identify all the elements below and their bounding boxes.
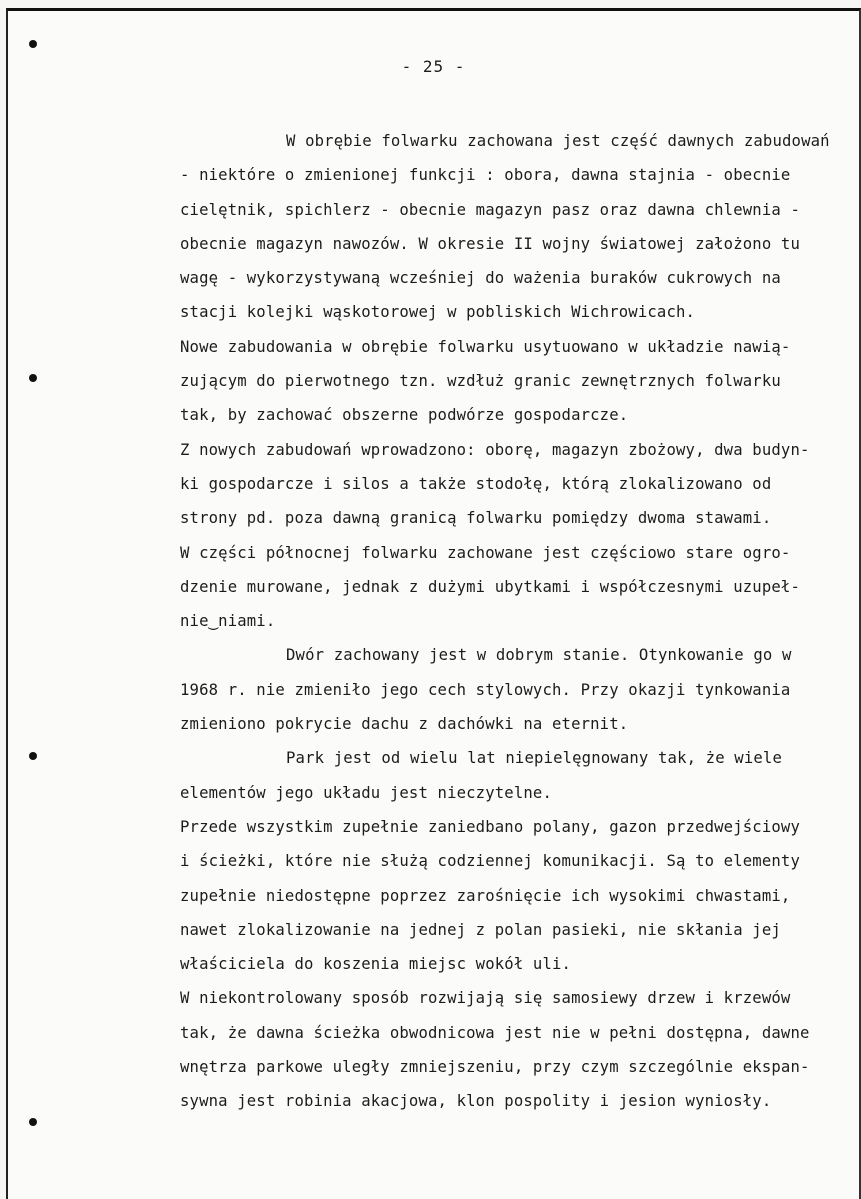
punch-hole-3 (29, 752, 37, 760)
text-line: W obrębie folwarku zachowana jest część dawnych zabudowań (286, 132, 830, 150)
text-line: Nowe zabudowania w obrębie folwarku usytuowano w układzie nawią- (180, 337, 791, 356)
text-line: zującym do pierwotnego tzn. wzdłuż granic zewnętrznych folwarku (180, 372, 781, 391)
text-line: zupełnie niedostępne poprzez zarośnięcie ich wysokimi chwastami, (180, 886, 791, 905)
text-line: - niektóre o zmienionej funkcji : obora, dawna stajnia - obecnie (180, 166, 791, 185)
text-line: zmieniono pokrycie dachu z dachówki na eternit. (180, 715, 629, 734)
text-line: cielętnik, spichlerz - obecnie magazyn pasz oraz dawna chlewnia - (180, 200, 800, 219)
text-line: nie‿niami. (180, 612, 276, 631)
text-line: Park jest od wielu lat niepielęgnowany tak, że wiele (286, 749, 782, 768)
text-line: nawet zlokalizowanie na jednej z polan pasieki, nie skłania jej (180, 920, 781, 939)
text-line: W niekontrolowany sposób rozwijają się samosiewy drzew i krzewów (180, 989, 791, 1008)
punch-hole-1 (29, 40, 37, 48)
text-line: ki gospodarcze i silos a także stodołę, którą zlokalizowano od (180, 474, 772, 493)
punch-hole-4 (29, 1118, 37, 1126)
text-line: W części północnej folwarku zachowane jest częściowo stare ogro- (180, 543, 791, 562)
page-number: - 25 - (401, 57, 466, 76)
text-line: tak, że dawna ścieżka obwodnicowa jest nie w pełni dostępna, dawne (180, 1023, 810, 1042)
body-text (180, 124, 856, 1119)
text-line: Dwór zachowany jest w dobrym stanie. Otynkowanie go w (286, 646, 792, 665)
text-line: tak, by zachować obszerne podwórze gospodarcze. (180, 406, 629, 425)
text-line: Przede wszystkim zupełnie zaniedbano polany, gazon przedwejściowy (180, 817, 800, 836)
text-line: właściciela do koszenia miejsc wokół uli. (180, 955, 572, 974)
document-page (6, 8, 861, 1199)
text-line: elementów jego układu jest nieczytelne. (180, 783, 552, 802)
text-line: wagę - wykorzystywaną wcześniej do ważenia buraków cukrowych na (180, 269, 781, 288)
text-line: stacji kolejki wąskotorowej w pobliskich Wichrowicach. (180, 303, 696, 322)
text-line: strony pd. poza dawną granicą folwarku pomiędzy dwoma stawami. (180, 509, 772, 528)
text-line: dzenie murowane, jednak z dużymi ubytkami i współczesnymi uzupeł- (180, 577, 800, 596)
text-line: 1968 r. nie zmieniło jego cech stylowych. Przy okazji tynkowania (180, 680, 791, 699)
text-line: sywna jest robinia akacjowa, klon pospolity i jesion wyniosły. (180, 1092, 772, 1111)
text-line: Z nowych zabudowań wprowadzono: oborę, magazyn zbożowy, dwa budyn- (180, 440, 810, 459)
text-line: wnętrza parkowe uległy zmniejszeniu, przy czym szczególnie ekspan- (180, 1058, 810, 1077)
text-line: i ścieżki, które nie służą codziennej komunikacji. Są to elementy (180, 852, 800, 871)
text-line: obecnie magazyn nawozów. W okresie II wojny światowej założono tu (180, 234, 800, 253)
punch-hole-2 (29, 374, 37, 382)
